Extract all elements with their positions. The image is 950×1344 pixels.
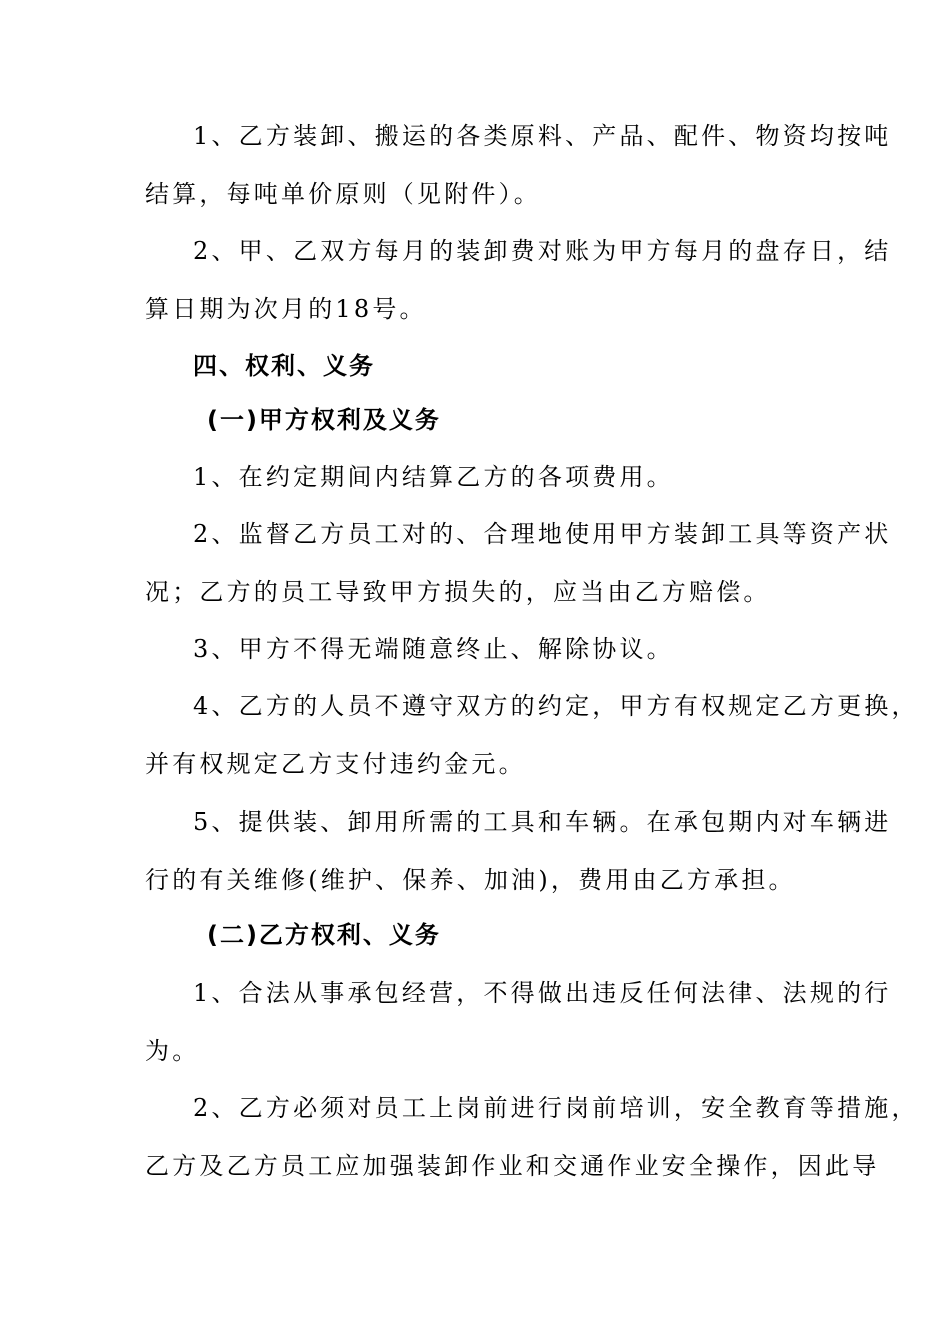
paragraph-line: 2、监督乙方员工对的、合理地使用甲方装卸工具等资产状 <box>193 520 892 548</box>
paragraph-line: 行的有关维修(维护、保养、加油)，费用由乙方承担。 <box>145 866 796 894</box>
paragraph-line: 1、在约定期间内结算乙方的各项费用。 <box>193 463 674 491</box>
paragraph-line: 为。 <box>145 1037 200 1065</box>
paragraph-line: 结算，每吨单价原则（见附件）。 <box>145 180 541 208</box>
paragraph-line: 并有权规定乙方支付违约金元。 <box>145 750 526 778</box>
paragraph-line: 4、乙方的人员不遵守双方的约定，甲方有权规定乙方更换， <box>193 692 919 720</box>
paragraph-line: 1、合法从事承包经营，不得做出违反任何法律、法规的行 <box>193 979 892 1007</box>
paragraph-line: 算日期为次月的18号。 <box>145 295 427 323</box>
paragraph-line: 2、甲、乙双方每月的装卸费对账为甲方每月的盘存日，结 <box>193 237 892 265</box>
paragraph-line: 况；乙方的员工导致甲方损失的，应当由乙方赔偿。 <box>145 578 771 606</box>
paragraph-line: 2、乙方必须对员工上岗前进行岗前培训，安全教育等措施， <box>193 1094 919 1122</box>
paragraph-line: 3、甲方不得无端随意终止、解除协议。 <box>193 635 674 663</box>
paragraph-line: 1、乙方装卸、搬运的各类原料、产品、配件、物资均按吨 <box>193 122 892 150</box>
section-heading: 四、权利、义务 <box>193 352 375 380</box>
subsection-heading: (一)甲方权利及义务 <box>207 406 441 434</box>
subsection-heading: (二)乙方权利、义务 <box>207 921 441 949</box>
paragraph-line: 乙方及乙方员工应加强装卸作业和交通作业安全操作，因此导 <box>145 1152 880 1180</box>
paragraph-line: 5、提供装、卸用所需的工具和车辆。在承包期内对车辆进 <box>193 808 892 836</box>
